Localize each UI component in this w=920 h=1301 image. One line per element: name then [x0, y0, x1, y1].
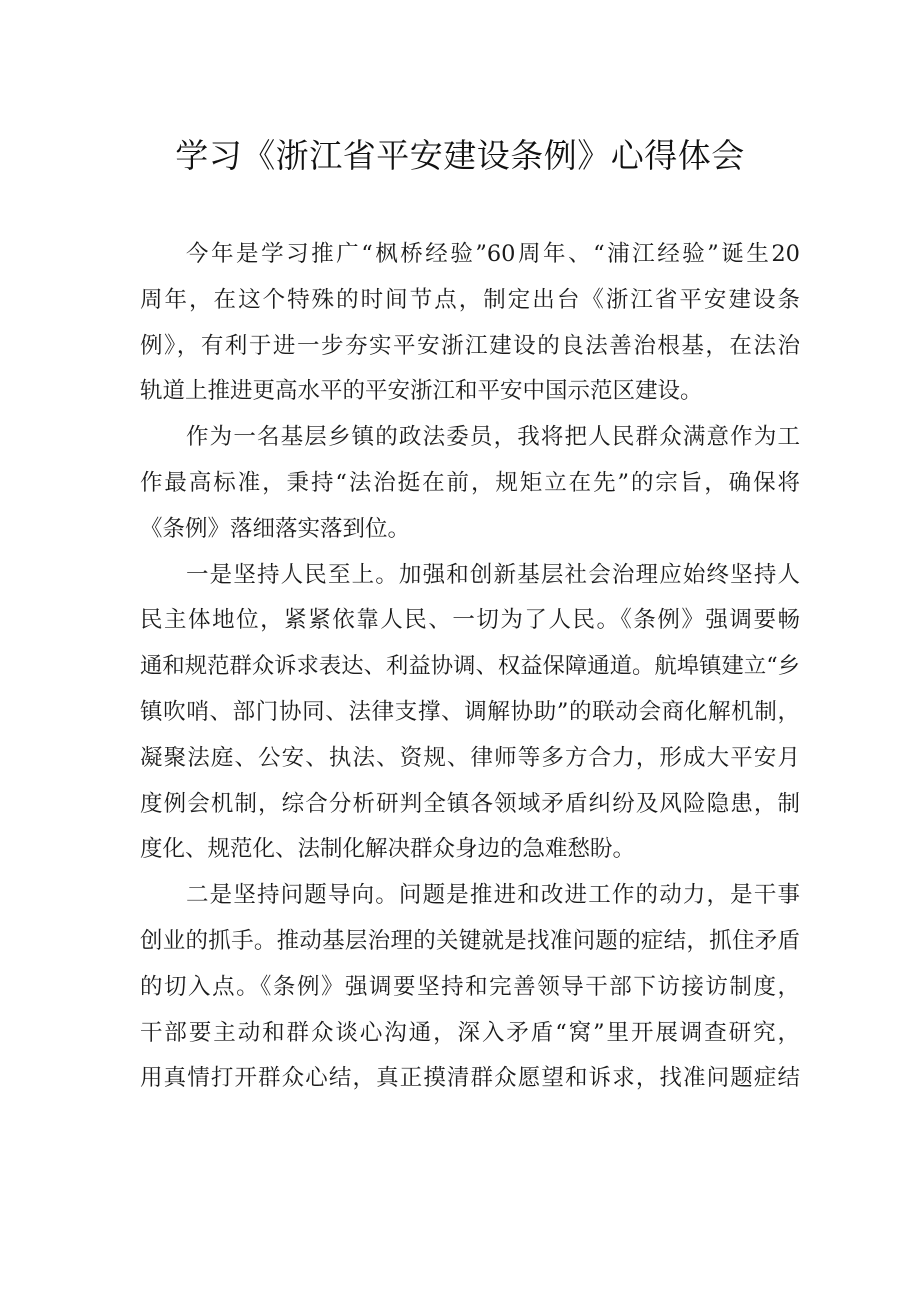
paragraph-line: 《条例》落细落实落到位。	[140, 515, 411, 542]
document-body	[140, 232, 800, 1102]
paragraph-line: 用真情打开群众心结，真正摸清群众愿望和诉求，找准问题症结	[140, 1065, 800, 1092]
paragraph	[140, 232, 800, 415]
paragraph-line: 轨道上推进更高水平的平安浙江和平安中国示范区建设。	[140, 378, 703, 405]
paragraph-line: 创业的抓手。推动基层治理的关键就是找准问题的症结，抓住矛盾	[140, 927, 800, 954]
paragraph-line: 作为一名基层乡镇的政法委员，我将把人民群众满意作为工	[186, 424, 800, 451]
paragraph	[140, 553, 800, 874]
paragraph-line: 度化、规范化、法制化解决群众身边的急难愁盼。	[140, 836, 636, 863]
paragraph-line: 干部要主动和群众谈心沟通，深入矛盾“窝”里开展调查研究，	[140, 1019, 800, 1046]
paragraph	[140, 873, 800, 1102]
paragraph-line: 镇吹哨、部门协同、法律支撑、调解协助”的联动会商化解机制，	[140, 698, 800, 725]
paragraph-line: 通和规范群众诉求表达、利益协调、权益保障通道。航埠镇建立“乡	[140, 653, 800, 680]
paragraph-line: 度例会机制，综合分析研判全镇各领域矛盾纠纷及风险隐患，制	[140, 790, 800, 817]
paragraph-line: 的切入点。《条例》强调要坚持和完善领导干部下访接访制度，	[140, 973, 800, 1000]
paragraph-line: 周年，在这个特殊的时间节点，制定出台《浙江省平安建设条	[140, 286, 800, 313]
paragraph-line: 一是坚持人民至上。加强和创新基层社会治理应始终坚持人	[186, 561, 800, 588]
paragraph-line: 例》，有利于进一步夯实平安浙江建设的良法善治根基，在法治	[140, 332, 800, 359]
document-title: 学习《浙江省平安建设条例》心得体会	[175, 136, 745, 175]
paragraph-line: 凝聚法庭、公安、执法、资规、律师等多方合力，形成大平安月	[140, 744, 800, 771]
paragraph-line: 民主体地位，紧紧依靠人民、一切为了人民。《条例》强调要畅	[140, 607, 800, 634]
paragraph-line: 二是坚持问题导向。问题是推进和改进工作的动力，是干事	[186, 882, 800, 909]
paragraph-line: 作最高标准，秉持“法治挺在前，规矩立在先”的宗旨，确保将	[140, 469, 800, 496]
paragraph-line: 今年是学习推广“枫桥经验”60周年、“浦江经验”诞生20	[186, 241, 800, 267]
paragraph	[140, 415, 800, 552]
